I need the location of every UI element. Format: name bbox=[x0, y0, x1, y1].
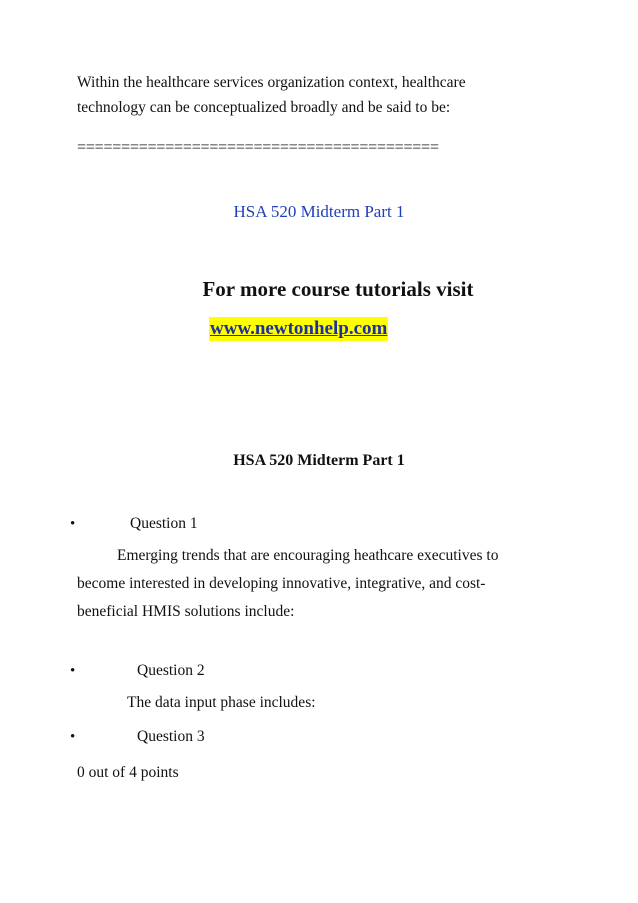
intro-text-line-2: technology can be conceptualized broadly and be said to be: bbox=[77, 99, 451, 116]
bullet-question-2: • bbox=[70, 663, 76, 679]
question-1-text-line-2: become interested in developing innovative, integrative, and cost- bbox=[77, 575, 486, 592]
bullet-question-3: • bbox=[70, 729, 76, 745]
question-3-label: Question 3 bbox=[137, 728, 205, 745]
question-1-text-line-1: Emerging trends that are encouraging heathcare executives to bbox=[117, 547, 499, 564]
question-1-label: Question 1 bbox=[130, 515, 198, 532]
question-2-text: The data input phase includes: bbox=[127, 694, 316, 711]
divider-line: ========================================= bbox=[77, 139, 439, 156]
bullet-question-1: • bbox=[70, 516, 76, 532]
visit-heading: For more course tutorials visit bbox=[202, 277, 474, 301]
section-heading: HSA 520 Midterm Part 1 bbox=[233, 452, 405, 469]
intro-text-line-1: Within the healthcare services organization context, healthcare bbox=[77, 74, 466, 91]
question-3-text: 0 out of 4 points bbox=[77, 764, 179, 781]
question-2-label: Question 2 bbox=[137, 662, 205, 679]
question-1-text-line-3: beneficial HMIS solutions include: bbox=[77, 603, 295, 620]
title-link[interactable]: HSA 520 Midterm Part 1 bbox=[233, 202, 405, 221]
site-link[interactable]: www.newtonhelp.com bbox=[210, 318, 388, 339]
